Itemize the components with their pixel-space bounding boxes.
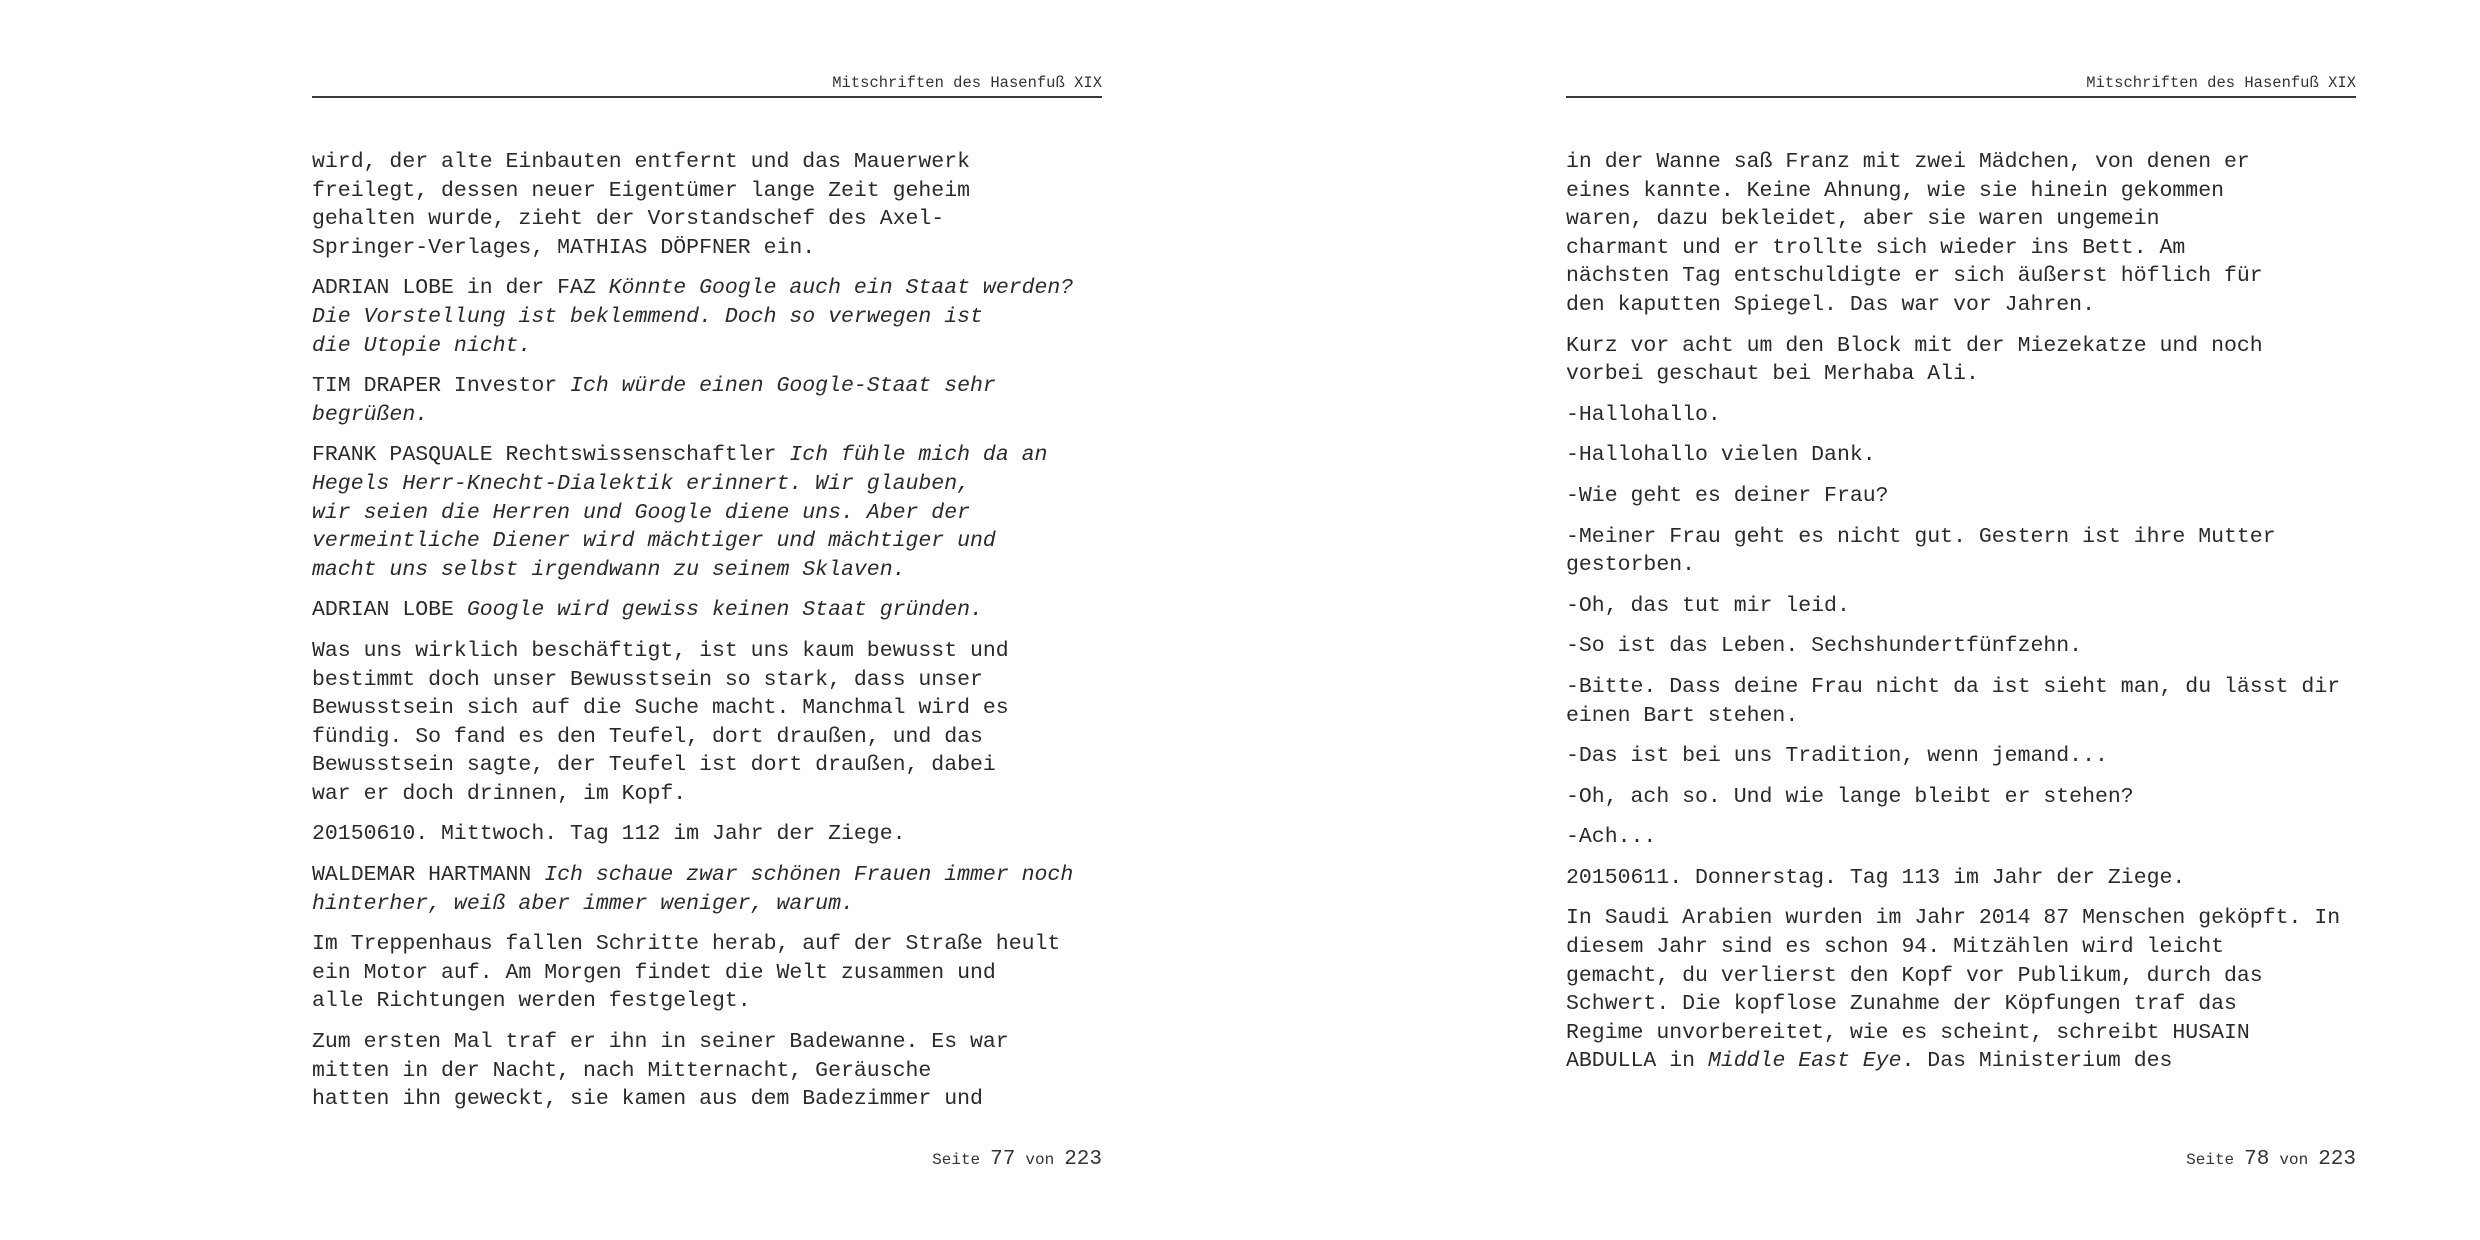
paragraph	[1566, 523, 2356, 580]
paragraph	[1566, 742, 2356, 771]
text-line	[312, 401, 1102, 430]
text-line	[312, 1057, 1102, 1086]
text-segment: ein Motor auf. Am Morgen findet die Welt zusammen und	[312, 960, 996, 985]
text-segment: -Ach...	[1566, 825, 1657, 850]
text-segment: -Oh, das tut mir leid.	[1566, 593, 1850, 618]
text-segment: Bewusstsein sagte, der Teufel ist dort draußen, dabei	[312, 753, 996, 778]
italic-text: die Utopie nicht.	[312, 333, 532, 358]
text-segment: in der Wanne saß Franz mit zwei Mädchen, von denen er	[1566, 150, 2250, 174]
text-segment: freilegt, dessen neuer Eigentümer lange Zeit geheim	[312, 178, 971, 203]
footer-page-total: 223	[1064, 1148, 1102, 1171]
text-line	[1566, 904, 2356, 933]
italic-text: Könnte Google auch ein Staat werden?	[608, 276, 1074, 301]
italic-text: Middle East Eye	[1707, 1049, 1902, 1074]
text-line	[312, 694, 1102, 723]
italic-text: Ich schaue zwar schönen Frauen immer noch	[544, 863, 1074, 888]
text-line	[1566, 482, 2356, 511]
paragraph	[1566, 783, 2356, 812]
text-segment: Kurz vor acht um den Block mit der Miezekatze und noch	[1566, 333, 2263, 358]
text-line	[1566, 1047, 2356, 1076]
text-line	[1566, 673, 2356, 702]
text-line	[312, 303, 1102, 332]
text-segment: -Hallohallo.	[1566, 402, 1721, 427]
text-line	[312, 959, 1102, 988]
text-segment: -So ist das Leben. Sechshundertfünfzehn.	[1566, 634, 2083, 659]
text-segment: Bewusstsein sich auf die Suche macht. Manchmal wird es	[312, 696, 1009, 721]
paragraph	[1566, 864, 2356, 893]
footer-page-number: 78	[2244, 1148, 2270, 1171]
left-page	[312, 0, 1102, 1240]
paragraph	[312, 441, 1102, 584]
paragraph	[1566, 632, 2356, 661]
text-line	[312, 148, 1102, 177]
text-segment: -Hallohallo vielen Dank.	[1566, 443, 1876, 468]
text-segment: gemacht, du verlierst den Kopf vor Publikum, durch das	[1566, 963, 2263, 988]
paragraph	[1566, 441, 2356, 470]
text-line	[1566, 742, 2356, 771]
italic-text: macht uns selbst irgendwann zu seinem Sklaven.	[312, 557, 906, 582]
text-segment: fündig. So fand es den Teufel, dort draußen, und das	[312, 724, 983, 749]
italic-text: Hegels Herr-Knecht-Dialektik erinnert. Wir glauben,	[312, 471, 971, 496]
text-line	[1566, 234, 2356, 263]
text-segment: Springer-Verlages, MATHIAS DÖPFNER ein.	[312, 235, 816, 260]
running-head: Mitschriften des Hasenfuß XIX	[2086, 74, 2356, 92]
italic-text: wir seien die Herren und Google diene uns. Aber der	[312, 500, 971, 525]
text-segment: waren, dazu bekleidet, aber sie waren ungemein	[1566, 207, 2160, 232]
paragraph	[312, 637, 1102, 809]
text-line	[1566, 592, 2356, 621]
text-line	[312, 556, 1102, 585]
text-segment: TIM DRAPER Investor	[312, 374, 571, 399]
text-line	[312, 234, 1102, 263]
paragraph	[312, 820, 1102, 849]
text-segment: Zum ersten Mal traf er ihn in seiner Badewanne. Es war	[312, 1030, 1009, 1055]
text-segment: alle Richtungen werden festgelegt.	[312, 989, 751, 1014]
text-segment: WALDEMAR HARTMANN	[312, 863, 545, 888]
text-line	[1566, 962, 2356, 991]
italic-text: hinterher, weiß aber immer weniger, warum.	[312, 891, 854, 916]
footer-seite-label: Seite	[932, 1151, 981, 1169]
text-line	[312, 780, 1102, 809]
paragraph	[1566, 904, 2356, 1076]
text-line	[1566, 1019, 2356, 1048]
text-line	[1566, 148, 2356, 177]
text-segment: ABDULLA in	[1566, 1049, 1708, 1074]
footer-von-label: von	[2279, 1151, 2309, 1169]
text-segment: gestorben.	[1566, 553, 1696, 578]
paragraph	[1566, 673, 2356, 730]
text-segment: -Meiner Frau geht es nicht gut. Gestern ist ihre Mutter	[1566, 524, 2276, 549]
text-line	[312, 861, 1102, 890]
paragraph	[1566, 332, 2356, 389]
text-line	[312, 274, 1102, 303]
text-segment: -Das ist bei uns Tradition, wenn jemand...	[1566, 744, 2108, 769]
footer-von-label: von	[1025, 1151, 1055, 1169]
text-segment: FRANK PASQUALE Rechtswissenschaftler	[312, 443, 790, 468]
text-segment: bestimmt doch unser Bewusstsein so stark, dass unser	[312, 667, 983, 692]
text-line	[312, 372, 1102, 401]
paragraph	[1566, 401, 2356, 430]
text-segment: Regime unvorbereitet, wie es scheint, schreibt HUSAIN	[1566, 1020, 2250, 1045]
text-line	[312, 205, 1102, 234]
text-segment: hatten ihn geweckt, sie kamen aus dem Badezimmer und	[312, 1087, 983, 1112]
italic-text: Die Vorstellung ist beklemmend. Doch so verwegen ist	[312, 304, 983, 329]
text-line	[1566, 864, 2356, 893]
text-line	[312, 666, 1102, 695]
text-line	[312, 499, 1102, 528]
text-line	[1566, 783, 2356, 812]
text-segment: eines kannte. Keine Ahnung, wie sie hinein gekommen	[1566, 178, 2225, 203]
text-line	[312, 332, 1102, 361]
text-line	[1566, 823, 2356, 852]
paragraph	[312, 930, 1102, 1016]
text-segment: 20150610. Mittwoch. Tag 112 im Jahr der Ziege.	[312, 822, 906, 847]
right-page	[1566, 0, 2356, 1240]
paragraph	[312, 596, 1102, 625]
paragraph-continuation	[312, 148, 1102, 262]
text-line	[312, 1028, 1102, 1057]
text-segment: einen Bart stehen.	[1566, 703, 1799, 728]
text-line	[312, 527, 1102, 556]
header-rule	[1566, 96, 2356, 98]
text-segment: ADRIAN LOBE in der FAZ	[312, 276, 609, 301]
text-line	[1566, 702, 2356, 731]
text-segment: Im Treppenhaus fallen Schritte herab, auf der Straße heult	[312, 932, 1061, 957]
italic-text: Ich würde einen Google-Staat sehr	[570, 374, 996, 399]
text-segment: ADRIAN LOBE	[312, 598, 467, 623]
text-line	[312, 987, 1102, 1016]
italic-text: Ich fühle mich da an	[789, 443, 1048, 468]
text-segment: In Saudi Arabien wurden im Jahr 2014 87 Menschen geköpft. In	[1566, 906, 2341, 931]
text-segment: vorbei geschaut bei Merhaba Ali.	[1566, 362, 1979, 387]
text-line	[312, 723, 1102, 752]
text-segment: diesem Jahr sind es schon 94. Mitzählen wird leicht	[1566, 935, 2225, 960]
text-line	[1566, 933, 2356, 962]
text-line	[1566, 177, 2356, 206]
page-number-footer	[932, 1148, 1102, 1171]
text-segment: -Bitte. Dass deine Frau nicht da ist sieht man, du lässt dir	[1566, 674, 2341, 699]
text-line	[1566, 551, 2356, 580]
text-line	[1566, 990, 2356, 1019]
text-line	[312, 596, 1102, 625]
text-segment: -Oh, ach so. Und wie lange bleibt er stehen?	[1566, 784, 2134, 809]
text-line	[1566, 441, 2356, 470]
footer-seite-label: Seite	[2186, 1151, 2235, 1169]
text-segment: Schwert. Die kopflose Zunahme der Köpfungen traf das	[1566, 992, 2237, 1017]
paragraph	[312, 861, 1102, 918]
page-body	[1566, 148, 2356, 1088]
page-body	[312, 148, 1102, 1126]
paragraph	[312, 372, 1102, 429]
text-line	[312, 177, 1102, 206]
text-line	[1566, 332, 2356, 361]
text-segment: -Wie geht es deiner Frau?	[1566, 483, 1889, 508]
paragraph	[1566, 592, 2356, 621]
text-line	[1566, 205, 2356, 234]
text-line	[312, 820, 1102, 849]
text-segment: wird, der alte Einbauten entfernt und das Mauerwerk	[312, 150, 971, 174]
footer-page-number: 77	[990, 1148, 1016, 1171]
text-line	[312, 441, 1102, 470]
paragraph-continuation	[1566, 148, 2356, 320]
text-segment: den kaputten Spiegel. Das war vor Jahren.	[1566, 292, 2095, 317]
page-number-footer	[2186, 1148, 2356, 1171]
text-line	[1566, 291, 2356, 320]
text-line	[1566, 401, 2356, 430]
running-head: Mitschriften des Hasenfuß XIX	[832, 74, 1102, 92]
text-segment: war er doch drinnen, im Kopf.	[312, 781, 687, 806]
text-line	[1566, 262, 2356, 291]
text-line	[312, 1085, 1102, 1114]
text-line	[312, 470, 1102, 499]
text-segment: gehalten wurde, zieht der Vorstandschef des Axel-	[312, 207, 945, 232]
header-rule	[312, 96, 1102, 98]
text-line	[312, 637, 1102, 666]
paragraph	[1566, 482, 2356, 511]
text-segment: . Das Ministerium des	[1901, 1049, 2173, 1074]
paragraph	[312, 274, 1102, 360]
paragraph	[1566, 823, 2356, 852]
text-segment: 20150611. Donnerstag. Tag 113 im Jahr der Ziege.	[1566, 865, 2186, 890]
text-line	[312, 890, 1102, 919]
text-line	[1566, 632, 2356, 661]
paragraph	[312, 1028, 1102, 1114]
text-segment: charmant und er trollte sich wieder ins Bett. Am	[1566, 235, 2186, 260]
text-line	[1566, 360, 2356, 389]
text-line	[1566, 523, 2356, 552]
text-segment: nächsten Tag entschuldigte er sich äußerst höflich für	[1566, 264, 2263, 289]
italic-text: begrüßen.	[312, 402, 429, 427]
footer-page-total: 223	[2318, 1148, 2356, 1171]
text-segment: Was uns wirklich beschäftigt, ist uns kaum bewusst und	[312, 638, 1009, 663]
text-line	[312, 930, 1102, 959]
italic-text: Google wird gewiss keinen Staat gründen.	[466, 598, 983, 623]
text-line	[312, 751, 1102, 780]
text-segment: mitten in der Nacht, nach Mitternacht, Geräusche	[312, 1058, 932, 1083]
italic-text: vermeintliche Diener wird mächtiger und mächtiger und	[312, 529, 996, 554]
